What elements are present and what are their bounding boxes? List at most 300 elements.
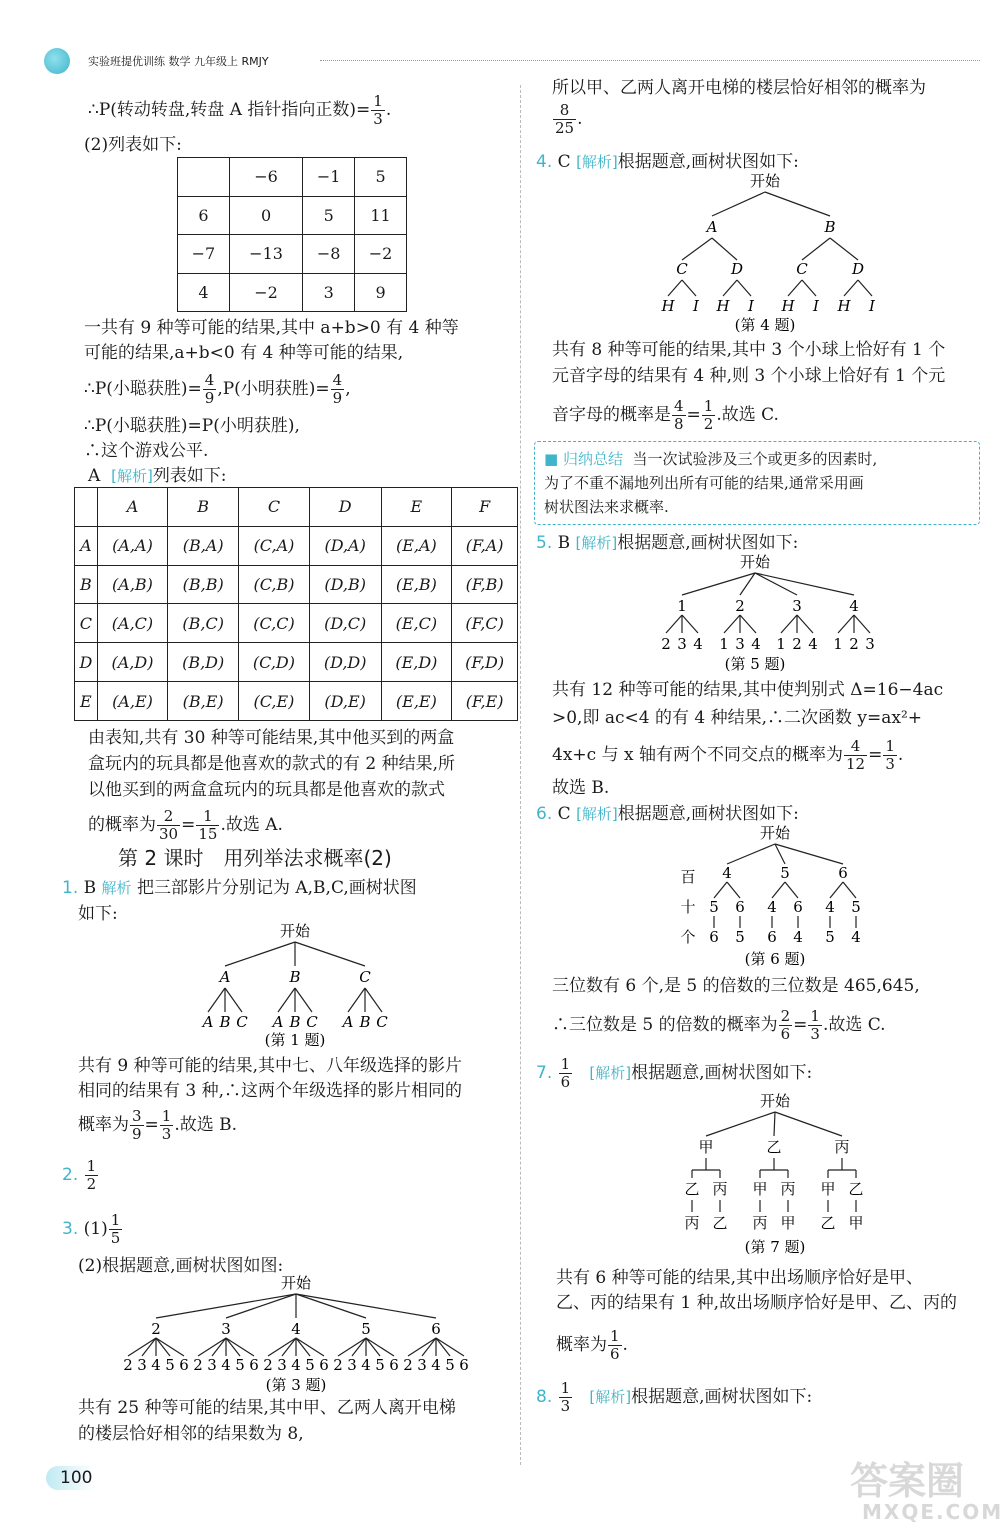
q3-part2: (2)根据题意,画树状图如图: xyxy=(78,1256,284,1276)
q3-res2: 的楼层恰好相邻的结果数为 8, xyxy=(78,1424,304,1444)
tree-edge xyxy=(772,882,785,898)
tree-leaf: 2 xyxy=(263,1356,273,1374)
tree-edge xyxy=(755,573,797,595)
fraction: $\frac{1}{6}$ xyxy=(610,1327,620,1363)
tree-leaf: 3 xyxy=(347,1356,357,1374)
table-cell: −7 xyxy=(178,235,230,274)
tree-leaf: 2 xyxy=(193,1356,203,1374)
q5-res4: 故选 B. xyxy=(552,778,610,798)
tree-edge xyxy=(128,1338,156,1356)
tree-node: C xyxy=(796,260,808,278)
tree-leaf: A xyxy=(202,1013,214,1031)
tree-leaf: 甲 xyxy=(780,1214,796,1232)
tree-leaf: B xyxy=(359,1013,371,1031)
tree-leaf: 3 xyxy=(735,635,745,653)
tree-leaf: 5 xyxy=(165,1356,175,1374)
table-row xyxy=(75,643,518,682)
list-intro: (2)列表如下: xyxy=(84,135,182,155)
table-cell: (E,D) xyxy=(381,643,452,682)
tree-root: 开始 xyxy=(279,922,311,940)
t2-line1: 由表知,共有 30 种等可能结果,其中他买到的两盒 xyxy=(88,728,455,748)
fraction: $\frac{4}{8}$ xyxy=(674,397,684,433)
tree-leaf: 4 xyxy=(693,635,703,653)
tree-edge xyxy=(366,1338,380,1356)
table-cell: (A,C) xyxy=(97,604,168,643)
tree-node: 4 xyxy=(722,864,732,882)
tree-edge xyxy=(755,573,854,595)
fraction: $\frac{2}{30}$ xyxy=(159,807,179,843)
tree-edge xyxy=(714,882,727,898)
tree-diagram-q6 xyxy=(670,822,880,972)
tree-leaf: 2 xyxy=(849,635,859,653)
tree-leaf: 2 xyxy=(792,635,802,653)
tree-node: D xyxy=(730,260,744,278)
tree-node: B xyxy=(289,968,301,986)
table-cell: C xyxy=(75,604,98,643)
q4-res2: 元音字母的结果有 4 种,则 3 个小球上恰好有 1 个元 xyxy=(552,366,946,386)
tree-node: 4 xyxy=(767,898,777,916)
tree-leaf: 4 xyxy=(361,1356,371,1374)
tree-edge xyxy=(225,942,295,966)
fraction: $\frac{4}{9}$ xyxy=(332,371,343,407)
table-cell: (E,B) xyxy=(381,565,452,604)
table-cell: (E,C) xyxy=(381,604,452,643)
table-cell: (C,D) xyxy=(239,643,310,682)
table-cell xyxy=(178,158,230,197)
fraction: $\frac{1}{3}$ xyxy=(161,1107,172,1143)
summary-line3: 树状图法来求概率. xyxy=(544,498,669,516)
tree-leaf: I xyxy=(693,297,699,315)
tree-caption: (第 1 题) xyxy=(264,1031,326,1049)
fraction: $\frac{4}{12}$ xyxy=(845,737,866,773)
fraction: $\frac{1}{6}$ xyxy=(560,1055,571,1091)
fraction: $\frac{1}{3}$ xyxy=(885,737,895,773)
tree-edge xyxy=(422,1338,436,1356)
table-cell: (B,E) xyxy=(168,682,239,721)
table-cell: (C,E) xyxy=(239,682,310,721)
section-title: 第 2 课时 用列举法求概率(2) xyxy=(118,846,392,870)
fraction: $\frac{8}{25}$ xyxy=(555,101,575,137)
table-cell: −6 xyxy=(229,158,302,197)
tree-leaf: 4 xyxy=(291,1356,301,1374)
tree-caption: (第 7 题) xyxy=(744,1238,806,1256)
table-cell: 0 xyxy=(229,196,302,235)
tree-edge xyxy=(226,1338,254,1356)
tree-edge xyxy=(788,280,802,296)
table-row xyxy=(75,682,518,721)
table-cell: (C,C) xyxy=(239,604,310,643)
table-toys xyxy=(74,487,518,721)
q5-res1: 共有 12 种等可能的结果,其中使判别式 Δ=16−4ac xyxy=(552,680,944,700)
tree-node: 乙 xyxy=(684,1180,700,1198)
q5-heading: 5. B [解析]根据题意,画树状图如下: xyxy=(536,533,799,553)
tree-node: 2 xyxy=(735,597,745,615)
tree-leaf: 乙 xyxy=(712,1214,728,1232)
fraction: $\frac{1}{5}$ xyxy=(110,1211,121,1247)
tree-leaf: 2 xyxy=(403,1356,413,1374)
tree-edge xyxy=(226,1338,240,1356)
t1-line5: ∴这个游戏公平. xyxy=(84,441,209,461)
fraction: $\frac{1}{3}$ xyxy=(810,1007,820,1043)
table-row xyxy=(178,235,407,274)
tree-leaf: A xyxy=(272,1013,284,1031)
tree-caption: (第 6 题) xyxy=(744,950,806,968)
t1-line1: 一共有 9 种等可能的结果,其中 a+b>0 有 4 种等 xyxy=(84,318,459,338)
q2-answer: 2. $\frac{1}{2}$ xyxy=(62,1157,97,1193)
table-row xyxy=(178,196,407,235)
q-a-heading: A [解析]列表如下: xyxy=(88,466,227,486)
q4-heading: 4. C [解析]根据题意,画树状图如下: xyxy=(536,152,799,172)
tree-edge xyxy=(774,1112,775,1136)
fraction: $\frac{2}{6}$ xyxy=(780,1007,791,1043)
tree-leaf: 3 xyxy=(865,635,875,653)
tree-node: 乙 xyxy=(848,1180,864,1198)
summary-line2: 为了不重不漏地列出所有可能的结果,通常采用画 xyxy=(544,474,864,492)
table-cell: (F,C) xyxy=(452,604,518,643)
table-header-cell: A xyxy=(97,488,168,527)
tree-edge xyxy=(365,988,382,1012)
tree-leaf: 6 xyxy=(249,1356,259,1374)
tree-edge xyxy=(282,1338,296,1356)
tree-edge xyxy=(212,1338,226,1356)
tree-edge xyxy=(436,1338,464,1356)
table-header-cell: F xyxy=(452,488,518,527)
tree-edge xyxy=(843,882,856,898)
table-cell: −2 xyxy=(229,273,302,312)
tree-leaf: 5 xyxy=(305,1356,315,1374)
tree-leaf: 4 xyxy=(151,1356,161,1374)
table-header-cell: C xyxy=(239,488,310,527)
tree-root: 开始 xyxy=(759,1092,791,1110)
tree-edge xyxy=(352,1338,366,1356)
watermark-logo: 答案圈 xyxy=(850,1459,965,1503)
tree-leaf: H xyxy=(781,297,795,315)
tree-node: 4 xyxy=(825,898,835,916)
table-row xyxy=(178,158,407,197)
tree-leaf: 5 xyxy=(825,928,835,946)
tree-leaf: I xyxy=(869,297,875,315)
tree-leaf: H xyxy=(837,297,851,315)
tree-leaf: 甲 xyxy=(848,1214,864,1232)
tree-leaf: 4 xyxy=(431,1356,441,1374)
tree-edge xyxy=(278,988,295,1012)
tree-edge xyxy=(838,615,854,633)
table-cell: (A,B) xyxy=(97,565,168,604)
tree-root: 开始 xyxy=(280,1274,312,1292)
table-row xyxy=(75,565,518,604)
fraction: $\frac{3}{9}$ xyxy=(132,1107,142,1143)
table-cell: (C,B) xyxy=(239,565,310,604)
tree-leaf: 2 xyxy=(333,1356,343,1374)
q7-res1: 共有 6 种等可能的结果,其中出场顺序恰好是甲、 xyxy=(556,1268,924,1288)
tree-edge xyxy=(682,238,712,260)
tree-leaf: 6 xyxy=(709,928,719,946)
tree-node: 2 xyxy=(151,1320,161,1338)
tree-node: 6 xyxy=(431,1320,441,1338)
tree-edge xyxy=(156,1338,170,1356)
tree-edge xyxy=(142,1338,156,1356)
tree-edge xyxy=(854,615,870,633)
tree-diagram-q5 xyxy=(650,551,890,676)
tree-node: 3 xyxy=(792,597,802,615)
tree-leaf: C xyxy=(376,1013,388,1031)
t2-line2: 盒玩内的玩具都是他喜欢的款式的有 2 种结果,所 xyxy=(88,754,456,774)
q7-res3: 概率为 $\frac{1}{6}$ . xyxy=(556,1327,628,1363)
r1-fraction: $\frac{8}{25}$ . xyxy=(555,101,583,137)
tree-node: D xyxy=(851,260,865,278)
tree-edge xyxy=(296,1294,436,1318)
tree-node: 5 xyxy=(361,1320,371,1338)
tree-edge xyxy=(802,280,816,296)
fraction: $\frac{1}{2}$ xyxy=(86,1157,97,1193)
fraction: $\frac{1}{2}$ xyxy=(703,397,714,433)
tree-leaf: 4 xyxy=(793,928,803,946)
tree-edge xyxy=(682,573,755,595)
header-title: 实验班提优训练 数学 九年级上 RMJY xyxy=(88,55,269,68)
tree-node: 5 xyxy=(780,864,790,882)
tree-edge xyxy=(765,192,830,216)
table-cell: (A,E) xyxy=(97,682,168,721)
tree-leaf: 6 xyxy=(389,1356,399,1374)
tree-edge xyxy=(225,988,242,1012)
table-header-row xyxy=(75,488,518,527)
q6-res2: ∴三位数是 5 的倍数的概率为 $\frac{2}{6}$ = $\frac{1}{3}$ .故选 C. xyxy=(552,1007,886,1043)
tree-leaf: 3 xyxy=(417,1356,427,1374)
tree-leaf: 4 xyxy=(851,928,861,946)
table-cell: (D,C) xyxy=(309,604,381,643)
table-cell: −8 xyxy=(303,235,355,274)
tree-root: 开始 xyxy=(749,172,781,190)
tree-node: 甲 xyxy=(820,1180,836,1198)
tree-leaf: 丙 xyxy=(684,1214,700,1232)
tree-edge xyxy=(712,238,737,260)
tree-edge xyxy=(775,1112,842,1136)
tree-leaf: 4 xyxy=(751,635,761,653)
tree-node: 3 xyxy=(221,1320,231,1338)
tree-edge xyxy=(198,1338,226,1356)
tree-edge xyxy=(296,1294,366,1318)
tree-node: 丙 xyxy=(780,1180,796,1198)
table-cell: −1 xyxy=(303,158,355,197)
tree-leaf: B xyxy=(219,1013,231,1031)
tree-edge xyxy=(740,615,756,633)
tree-edge xyxy=(830,882,843,898)
tree-edge xyxy=(781,615,797,633)
table-cell: (E,E) xyxy=(381,682,452,721)
tree-leaf: 3 xyxy=(277,1356,287,1374)
table-row xyxy=(178,273,407,312)
tree-edge xyxy=(296,1338,324,1356)
tree-edge xyxy=(156,1294,296,1318)
table-cell: 5 xyxy=(355,158,407,197)
summary-line1: ■ 归纳总结 当一次试验涉及三个或更多的因素时, xyxy=(544,450,878,468)
header-rule xyxy=(320,60,980,61)
watermark-url: MXQE.COM xyxy=(862,1500,1004,1524)
table-header-cell: B xyxy=(168,488,239,527)
tree-leaf: 2 xyxy=(661,635,671,653)
q1-res3: 概率为 $\frac{3}{9}$ = $\frac{1}{3}$ .故选 B. xyxy=(78,1107,238,1143)
tree-caption: (第 4 题) xyxy=(734,316,796,334)
tree-edge xyxy=(830,238,858,260)
tree-edge xyxy=(296,1338,310,1356)
tree-edge xyxy=(348,988,365,1012)
q8-heading: 8. $\frac{1}{3}$ [解析]根据题意,画树状图如下: xyxy=(536,1379,813,1415)
tree-edge xyxy=(802,238,830,260)
q1-text2: 如下: xyxy=(78,904,118,924)
column-divider xyxy=(520,85,521,1465)
tree-leaf: 6 xyxy=(767,928,777,946)
tree-caption: (第 3 题) xyxy=(265,1376,327,1394)
q3-res1: 共有 25 种等可能的结果,其中甲、乙两人离开电梯 xyxy=(78,1398,456,1418)
table-sum xyxy=(177,157,407,312)
table-row xyxy=(75,526,518,565)
tree-leaf: 6 xyxy=(459,1356,469,1374)
t1-line2: 可能的结果,a+b<0 有 4 种等可能的结果, xyxy=(84,343,404,363)
table-cell: 9 xyxy=(355,273,407,312)
table-cell: E xyxy=(75,682,98,721)
fraction: $\frac{1}{3}$ xyxy=(560,1379,571,1415)
tree-leaf: 3 xyxy=(137,1356,147,1374)
q5-res3: 4x+c 与 x 轴有两个不同交点的概率为 $\frac{4}{12}$ = $\frac{1}{3}$ . xyxy=(552,737,904,773)
tree-leaf: 6 xyxy=(319,1356,329,1374)
table-cell: D xyxy=(75,643,98,682)
tree-node: 甲 xyxy=(698,1138,714,1156)
tree-diagram-q4 xyxy=(640,170,890,335)
table-cell: 4 xyxy=(178,273,230,312)
tree-edge xyxy=(727,882,740,898)
tree-node: B xyxy=(824,218,836,236)
tree-node: A xyxy=(706,218,718,236)
table-cell: A xyxy=(75,526,98,565)
table-cell: (B,A) xyxy=(168,526,239,565)
table-cell: (A,D) xyxy=(97,643,168,682)
tree-node: 乙 xyxy=(766,1138,782,1156)
table-cell: (F,E) xyxy=(452,682,518,721)
tree-edge xyxy=(797,615,813,633)
tree-leaf: 6 xyxy=(179,1356,189,1374)
table-header-cell: E xyxy=(381,488,452,527)
q7-res2: 乙、丙的结果有 1 种,故出场顺序恰好是甲、乙、丙的 xyxy=(556,1293,958,1313)
tree-edge xyxy=(668,280,682,296)
tree-leaf: 乙 xyxy=(820,1214,836,1232)
tree-leaf: I xyxy=(748,297,754,315)
tree-edge xyxy=(208,988,225,1012)
tree-leaf: H xyxy=(716,297,730,315)
tree-node: 6 xyxy=(735,898,745,916)
tree-diagram-q7 xyxy=(670,1090,880,1260)
tree-edge xyxy=(737,280,751,296)
tree-leaf: 3 xyxy=(677,635,687,653)
tree-edge xyxy=(295,988,312,1012)
tree-node: C xyxy=(359,968,371,986)
tree-leaf: 2 xyxy=(123,1356,133,1374)
tree-leaf: 5 xyxy=(375,1356,385,1374)
tree-edge xyxy=(723,280,737,296)
tree-leaf: 5 xyxy=(445,1356,455,1374)
fraction: $\frac{4}{9}$ xyxy=(204,371,215,407)
t1-line4: ∴P(小聪获胜)=P(小明获胜), xyxy=(84,416,300,436)
table-cell: (F,B) xyxy=(452,565,518,604)
tree-caption: (第 5 题) xyxy=(724,655,786,673)
tree-edge xyxy=(785,882,798,898)
tree-node: 4 xyxy=(849,597,859,615)
tree-edge xyxy=(268,1338,296,1356)
tree-edge xyxy=(666,615,682,633)
fraction: $\frac{1}{3}$ xyxy=(373,92,383,128)
tree-edge xyxy=(775,844,843,864)
tree-node: 5 xyxy=(709,898,719,916)
table-cell: (D,D) xyxy=(309,643,381,682)
table-cell: (F,A) xyxy=(452,526,518,565)
table-header-cell xyxy=(75,488,98,527)
table-cell: −13 xyxy=(229,235,302,274)
tree-edge xyxy=(156,1338,184,1356)
tree-edge xyxy=(712,192,765,216)
tree-node: 6 xyxy=(838,864,848,882)
tree-root: 开始 xyxy=(759,824,791,842)
tree-leaf: C xyxy=(306,1013,318,1031)
tree-leaf: 5 xyxy=(235,1356,245,1374)
table-cell: (D,A) xyxy=(309,526,381,565)
tree-leaf: 4 xyxy=(808,635,818,653)
tree-edge xyxy=(295,942,365,966)
tree-leaf: 1 xyxy=(719,635,729,653)
table-cell: (D,B) xyxy=(309,565,381,604)
tree-node: 丙 xyxy=(834,1138,850,1156)
tree-edge xyxy=(727,844,775,864)
t2-line3: 以他买到的两盒盒玩内的玩具都是他喜欢的款式 xyxy=(88,780,445,800)
tree-edge xyxy=(844,280,858,296)
table-row xyxy=(75,604,518,643)
q6-heading: 6. C [解析]根据题意,画树状图如下: xyxy=(536,804,799,824)
q4-res1: 共有 8 种等可能的结果,其中 3 个小球上恰好有 1 个 xyxy=(552,340,946,360)
fraction: $\frac{1}{15}$ xyxy=(198,807,218,843)
summary-tag: ■ 归纳总结 xyxy=(544,450,623,468)
tree-root: 开始 xyxy=(739,553,771,571)
q4-res3: 音字母的概率是 $\frac{4}{8}$ = $\frac{1}{2}$ .故选 C. xyxy=(552,397,779,433)
table-cell: (B,C) xyxy=(168,604,239,643)
row-label: 个 xyxy=(680,928,696,946)
tree-edge xyxy=(408,1338,436,1356)
header-logo-icon xyxy=(44,48,70,74)
tree-node: 1 xyxy=(677,597,687,615)
tree-node: 5 xyxy=(851,898,861,916)
tree-node: 甲 xyxy=(752,1180,768,1198)
tree-diagram-q1 xyxy=(190,920,400,1050)
left-p-zhuandong: ∴P(转动转盘,转盘 A 指针指向正数)= $\frac{1}{3}$ . xyxy=(88,92,392,128)
table-cell: (E,A) xyxy=(381,526,452,565)
tree-node: 丙 xyxy=(712,1180,728,1198)
t2-line4: 的概率为 $\frac{2}{30}$ = $\frac{1}{15}$ .故选 A. xyxy=(88,807,283,843)
tree-leaf: 丙 xyxy=(752,1214,768,1232)
tree-leaf: A xyxy=(342,1013,354,1031)
table-cell: −2 xyxy=(355,235,407,274)
tree-edge xyxy=(724,615,740,633)
table-header-cell: D xyxy=(309,488,381,527)
t1-line3: ∴P(小聪获胜)= $\frac{4}{9}$ ,P(小明获胜)= $\frac{4}{9}$ , xyxy=(84,371,351,407)
table-cell: (B,D) xyxy=(168,643,239,682)
q1-res2: 相同的结果有 3 种,∴这两个年级选择的影片相同的 xyxy=(78,1081,463,1101)
q6-res1: 三位数有 6 个,是 5 的倍数的三位数是 465,645, xyxy=(552,976,920,996)
table-cell: (D,E) xyxy=(309,682,381,721)
tree-diagram-q3 xyxy=(118,1272,478,1400)
table-cell: (A,A) xyxy=(97,526,168,565)
r1-line: 所以甲、乙两人离开电梯的楼层恰好相邻的概率为 xyxy=(552,78,926,98)
tree-leaf: 1 xyxy=(776,635,786,653)
tree-leaf: 1 xyxy=(833,635,843,653)
tree-node: A xyxy=(219,968,231,986)
table-cell: 6 xyxy=(178,196,230,235)
